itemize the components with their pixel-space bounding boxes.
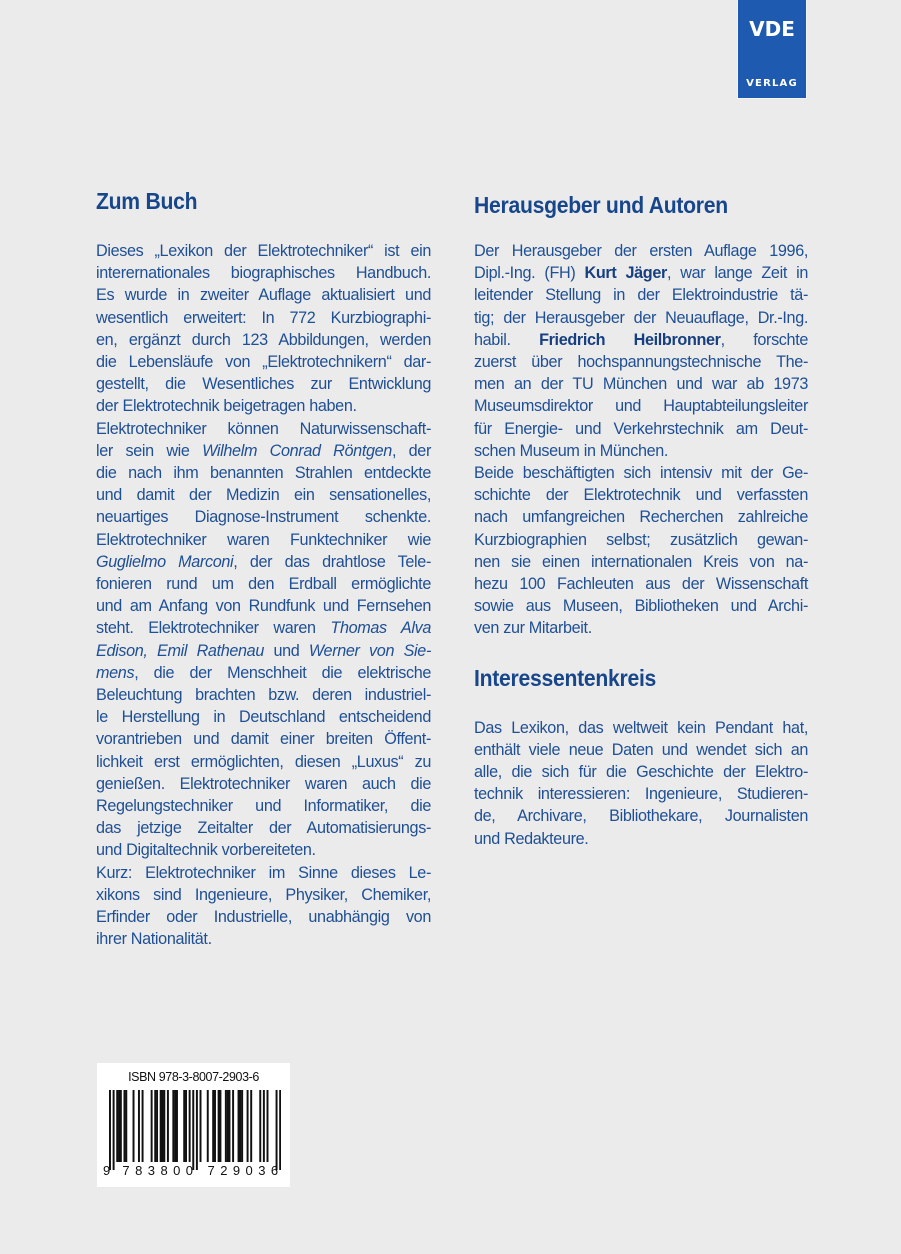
text-line: neuartiges Diagnose-Instrument schenkte. xyxy=(96,508,431,527)
text-line: leitender Stellung in der Elektroindustrie tä- xyxy=(474,286,808,305)
barcode-digit: 9 xyxy=(103,1163,111,1178)
text-line: mens, die der Menschheit die elektrische xyxy=(96,663,431,682)
interessentenkreis-body xyxy=(474,717,808,850)
text-line: xikons sind Ingenieure, Physiker, Chemiker, xyxy=(96,885,431,904)
text-line: Beleuchtung brachten bzw. deren industriel- xyxy=(96,686,431,705)
text-line: Edison, Emil Rathenau und Werner von Sie- xyxy=(96,641,431,660)
text-line: Dieses „Lexikon der Elektrotechniker“ ist ein xyxy=(96,242,431,260)
text-line: habil. Friedrich Heilbronner, forschte xyxy=(474,330,809,349)
text-line: fonieren rund um den Erdball ermöglichte xyxy=(96,575,431,594)
herausgeber-body xyxy=(474,240,808,640)
barcode-bars-icon xyxy=(109,1090,281,1170)
isbn-label: ISBN 978-3-8007-2903-6 xyxy=(128,1070,259,1084)
interessentenkreis-heading: Interessentenkreis xyxy=(474,664,657,691)
text-line: ler sein wie Wilhelm Conrad Röntgen, der xyxy=(96,441,431,460)
text-line: schichte der Elektrotechnik und verfassten xyxy=(474,486,808,505)
barcode-digit: 0 xyxy=(245,1163,253,1178)
zum-buch-body xyxy=(96,240,431,951)
text-line: Erfinder oder Industrielle, unabhängig von xyxy=(96,908,431,927)
text-line: Elektrotechniker können Naturwissenschaft- xyxy=(96,419,431,438)
text-line: genießen. Elektrotechniker waren auch die xyxy=(96,774,431,793)
text-line: technik interessieren: Ingenieure, Studieren- xyxy=(474,785,808,804)
barcode-digit: 6 xyxy=(270,1163,279,1178)
text-line: de, Archivare, Bibliothekare, Journalisten xyxy=(474,807,808,826)
text-line: nach umfangreichen Recherchen zahlreiche xyxy=(474,508,808,527)
text-line: nen sie einen internationalen Kreis von na- xyxy=(474,552,808,571)
zum-buch-heading: Zum Buch xyxy=(96,188,198,214)
herausgeber-heading: Herausgeber und Autoren xyxy=(474,192,728,218)
text-line: tig; der Herausgeber der Neuauflage, Dr.-Ing. xyxy=(474,308,808,327)
text-line: Das Lexikon, das weltweit kein Pendant hat, xyxy=(474,718,808,737)
text-line: Regelungstechniker und Informatiker, die xyxy=(96,797,431,816)
text-line: Dipl.-Ing. (FH) Kurt Jäger, war lange Zeit in xyxy=(474,264,808,283)
text-line: Beide beschäftigten sich intensiv mit der Ge- xyxy=(474,464,808,483)
barcode-digit: 8 xyxy=(135,1163,143,1178)
text-line: die Lebensläufe von „Elektrotechnikern“ dar- xyxy=(96,353,431,372)
text-line: Kurz: Elektrotechniker im Sinne dieses Le- xyxy=(96,863,431,882)
herausgeber-section xyxy=(474,192,808,850)
text-line: hezu 100 Fachleuten aus der Wissenschaft xyxy=(474,575,808,594)
barcode-digit: 7 xyxy=(122,1163,130,1178)
logo-vde-text: VDE xyxy=(749,17,795,41)
barcode-digit: 0 xyxy=(173,1163,181,1178)
barcode-digit: 0 xyxy=(185,1163,194,1178)
text-line: ihrer Nationalität. xyxy=(96,930,212,949)
text-line: ven zur Mitarbeit. xyxy=(474,619,592,638)
text-line: gestellt, die Wesentliches zur Entwicklung xyxy=(96,375,431,394)
text-line: Elektrotechniker waren Funktechniker wie xyxy=(96,530,431,549)
text-line: Der Herausgeber der ersten Auflage 1996, xyxy=(474,242,808,260)
isbn-barcode xyxy=(97,1063,290,1187)
barcode-digit: 3 xyxy=(258,1163,266,1178)
text-line: enthält viele neue Daten und wendet sich an xyxy=(474,740,808,759)
text-line: wesentlich erweitert: In 772 Kurzbiographi- xyxy=(96,308,431,327)
text-line: interernationales biographisches Handbuch. xyxy=(96,264,431,283)
barcode-digit: 9 xyxy=(232,1163,241,1178)
text-line: steht. Elektrotechniker waren Thomas Alva xyxy=(96,619,431,638)
text-line: und am Anfang von Rundfunk und Fernsehen xyxy=(96,597,431,616)
text-line: vorantrieben und damit einer breiten Öffent- xyxy=(96,730,431,749)
text-line: lichkeit erst ermöglichten, diesen „Luxus“ zu xyxy=(96,752,431,771)
text-line: schen Museum in München. xyxy=(474,441,669,460)
logo-verlag-text: VERLAG xyxy=(746,78,798,89)
barcode-digit: 8 xyxy=(160,1163,168,1178)
barcode-digit: 7 xyxy=(207,1163,215,1178)
text-line: und Digitaltechnik vorbereiteten. xyxy=(96,841,316,860)
text-line: men an der TU München und war ab 1973 xyxy=(474,375,808,394)
zum-buch-section xyxy=(96,188,431,951)
text-line: der Elektrotechnik beigetragen haben. xyxy=(96,397,357,416)
text-line: Es wurde in zweiter Auflage aktualisiert und xyxy=(96,286,431,305)
text-line: en, ergänzt durch 123 Abbildungen, werden xyxy=(96,330,431,349)
text-line: le Herstellung in Deutschland entscheidend xyxy=(96,708,431,727)
text-line: für Energie- und Verkehrstechnik am Deut- xyxy=(474,419,808,438)
barcode-digit: 2 xyxy=(220,1163,228,1178)
text-line: und damit der Medizin ein sensationelles, xyxy=(96,486,431,505)
text-line: die nach ihm benannten Strahlen entdeckte xyxy=(96,464,431,483)
text-line: Museumsdirektor und Hauptabteilungsleiter xyxy=(474,397,808,416)
text-line: sowie aus Museen, Bibliotheken und Archi- xyxy=(474,597,808,616)
vde-verlag-logo xyxy=(737,0,807,99)
text-line: zuerst über hochspannungstechnische The- xyxy=(474,353,808,372)
text-line: alle, die sich für die Geschichte der Elektro- xyxy=(474,763,808,782)
text-line: das jetzige Zeitalter der Automatisierungs- xyxy=(96,819,431,838)
text-line: Guglielmo Marconi, der das drahtlose Tele- xyxy=(96,552,431,571)
text-line: Kurzbiographien selbst; zusätzlich gewan- xyxy=(474,530,808,549)
text-line: und Redakteure. xyxy=(474,829,589,848)
barcode-digit: 3 xyxy=(147,1163,155,1178)
